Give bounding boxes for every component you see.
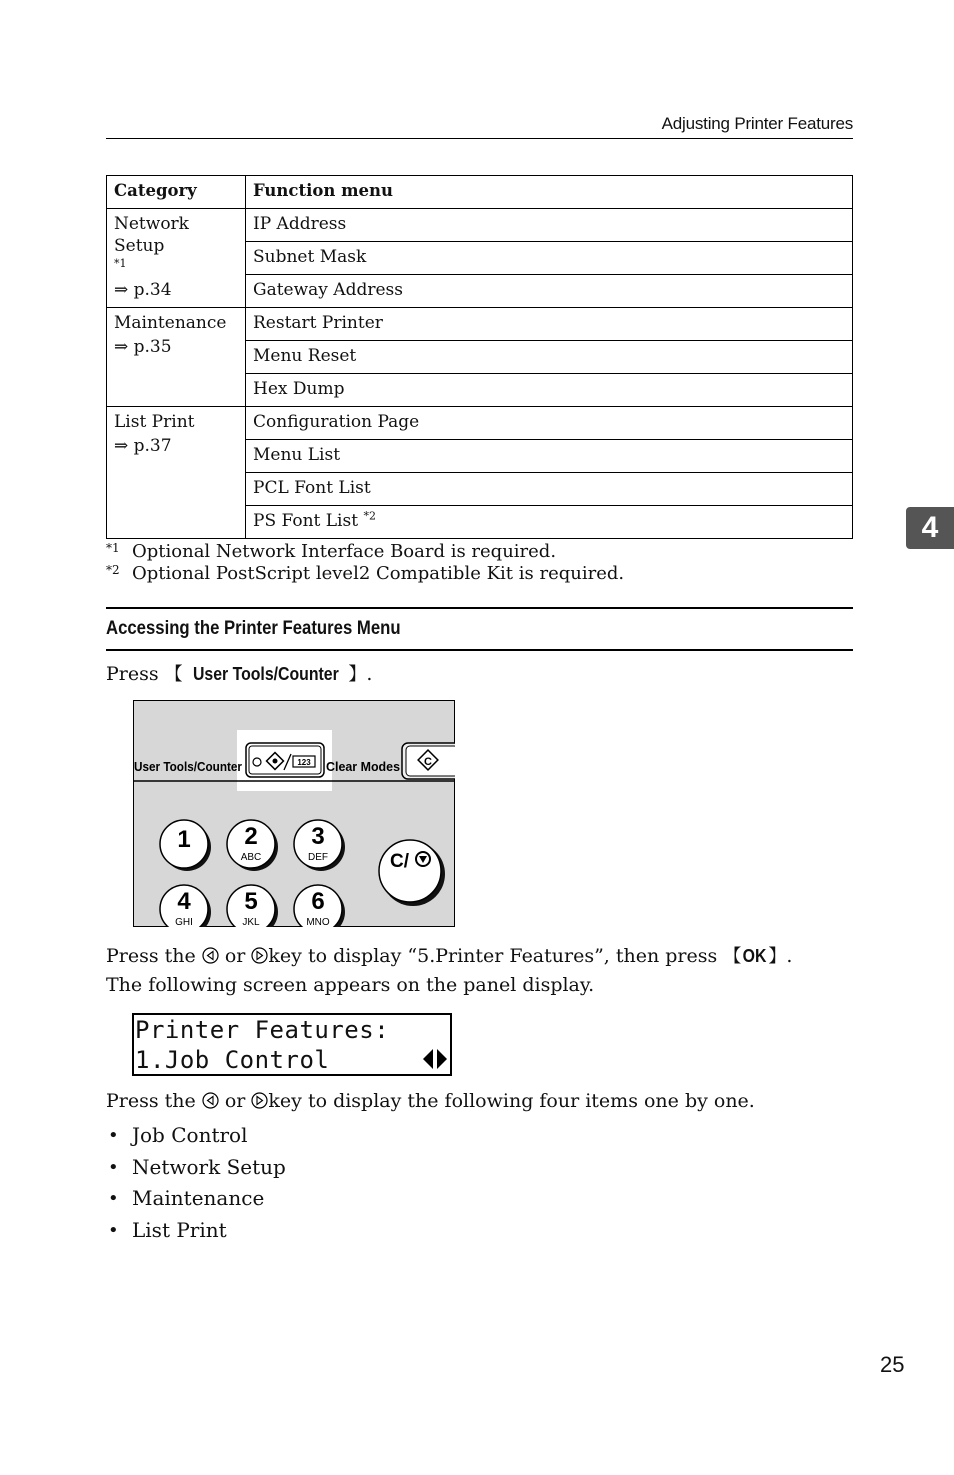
function-cell: Subnet Mask — [246, 242, 853, 275]
category-cell-maintenance — [107, 308, 246, 407]
running-header: Adjusting Printer Features — [661, 114, 853, 133]
step-text: . — [786, 945, 793, 967]
category-label: Maintenance — [114, 313, 227, 333]
lcd-panel-display — [132, 1013, 452, 1076]
key-digit: 1 — [177, 826, 191, 853]
key-digit: 3 — [311, 823, 325, 850]
section-heading-bar — [106, 607, 853, 651]
function-cell: Gateway Address — [246, 275, 853, 308]
key-digit: 2 — [244, 823, 258, 850]
left-arrow-key-icon — [202, 947, 219, 964]
step-text: Press — [106, 663, 165, 685]
table-header-row — [107, 176, 853, 209]
column-header-function: Function menu — [246, 176, 853, 209]
step-text: or — [218, 945, 252, 967]
category-cell-network — [107, 209, 246, 308]
right-arrow-key-icon — [251, 947, 268, 964]
bracket-close: 】 — [348, 664, 367, 685]
table-row — [107, 308, 853, 341]
key-digit: 5 — [244, 888, 258, 915]
step-cycle-items — [106, 1090, 755, 1112]
footnote-mark: *2 — [106, 563, 120, 577]
user-tools-label: User Tools/Counter — [134, 759, 242, 774]
left-right-arrow-icon — [422, 1048, 448, 1070]
function-cell: PCL Font List — [246, 473, 853, 506]
footnote-mark: *2 — [363, 509, 376, 523]
counter-badge: 123 — [297, 758, 311, 767]
header-rule — [106, 138, 853, 139]
lcd-line-2: 1.Job Control — [135, 1046, 330, 1074]
footnote-1 — [106, 541, 624, 563]
bracket-close: 】 — [768, 946, 787, 967]
function-label: PS Font List — [253, 511, 359, 531]
function-cell — [246, 506, 853, 539]
category-label: List Print — [114, 412, 195, 432]
list-item: • List Print — [106, 1215, 286, 1247]
page-reference: ⇒ p.34 — [114, 280, 172, 300]
key-digit: 6 — [311, 888, 325, 915]
table-row — [107, 209, 853, 242]
bracket-open: 【 — [723, 946, 742, 967]
key-letters: DEF — [308, 852, 328, 863]
control-panel-illustration — [133, 700, 455, 927]
key-name-ok: OK — [742, 946, 767, 966]
left-arrow-key-icon — [202, 1092, 219, 1109]
key-name-user-tools: User Tools/Counter — [192, 664, 339, 684]
footnote-text: Optional Network Interface Board is required. — [132, 541, 557, 562]
key-letters: GHI — [175, 917, 193, 927]
clear-modes-label: Clear Modes — [326, 759, 400, 774]
function-cell: Restart Printer — [246, 308, 853, 341]
category-cell-list-print — [107, 407, 246, 539]
footnote-text: Optional PostScript level2 Compatible Kit is required. — [132, 563, 625, 584]
step-text: key to display the following four items one by one. — [268, 1090, 755, 1112]
category-footnote-mark: *1 — [114, 257, 127, 270]
function-cell: Hex Dump — [246, 374, 853, 407]
function-menu-table — [106, 175, 853, 539]
key-letters: JKL — [242, 917, 260, 927]
right-arrow-key-icon — [251, 1092, 268, 1109]
function-cell: Menu List — [246, 440, 853, 473]
key-digit: 4 — [177, 888, 191, 915]
menu-items-list — [106, 1120, 286, 1246]
step-text: Press the — [106, 945, 202, 967]
footnote-mark: *1 — [106, 541, 120, 555]
chapter-tab: 4 — [906, 507, 954, 549]
lcd-line-1: Printer Features: — [135, 1016, 390, 1044]
function-cell: Configuration Page — [246, 407, 853, 440]
function-cell: IP Address — [246, 209, 853, 242]
list-item: • Job Control — [106, 1120, 286, 1152]
step-text: . — [366, 663, 373, 685]
category-label: Network Setup — [114, 214, 189, 256]
clear-modes-button[interactable] — [402, 743, 455, 779]
svg-text:C: C — [424, 756, 432, 768]
step-press-arrow-ok — [106, 942, 792, 968]
key-letters: ABC — [240, 852, 262, 863]
step-screen-appears: The following screen appears on the panel display. — [106, 974, 595, 996]
step-press-user-tools — [106, 660, 372, 686]
step-text: Press the — [106, 1090, 202, 1112]
page-reference: ⇒ p.35 — [114, 337, 172, 357]
key-letters: MNO — [306, 917, 330, 927]
function-cell: Menu Reset — [246, 341, 853, 374]
list-item: • Maintenance — [106, 1183, 286, 1215]
step-text: key to display “5.Printer Features”, then press — [268, 945, 724, 967]
footnote-2 — [106, 563, 624, 585]
column-header-category: Category — [107, 176, 246, 209]
table-row — [107, 407, 853, 440]
clear-stop-label: C/ — [390, 851, 409, 872]
page-reference: ⇒ p.37 — [114, 436, 172, 456]
bracket-open: 【 — [164, 664, 183, 685]
user-tools-counter-button[interactable] — [246, 743, 324, 777]
footnotes — [106, 541, 624, 585]
list-item: • Network Setup — [106, 1152, 286, 1184]
section-title: Accessing the Printer Features Menu — [106, 618, 401, 639]
step-text: or — [218, 1090, 252, 1112]
page-number: 25 — [880, 1352, 905, 1377]
